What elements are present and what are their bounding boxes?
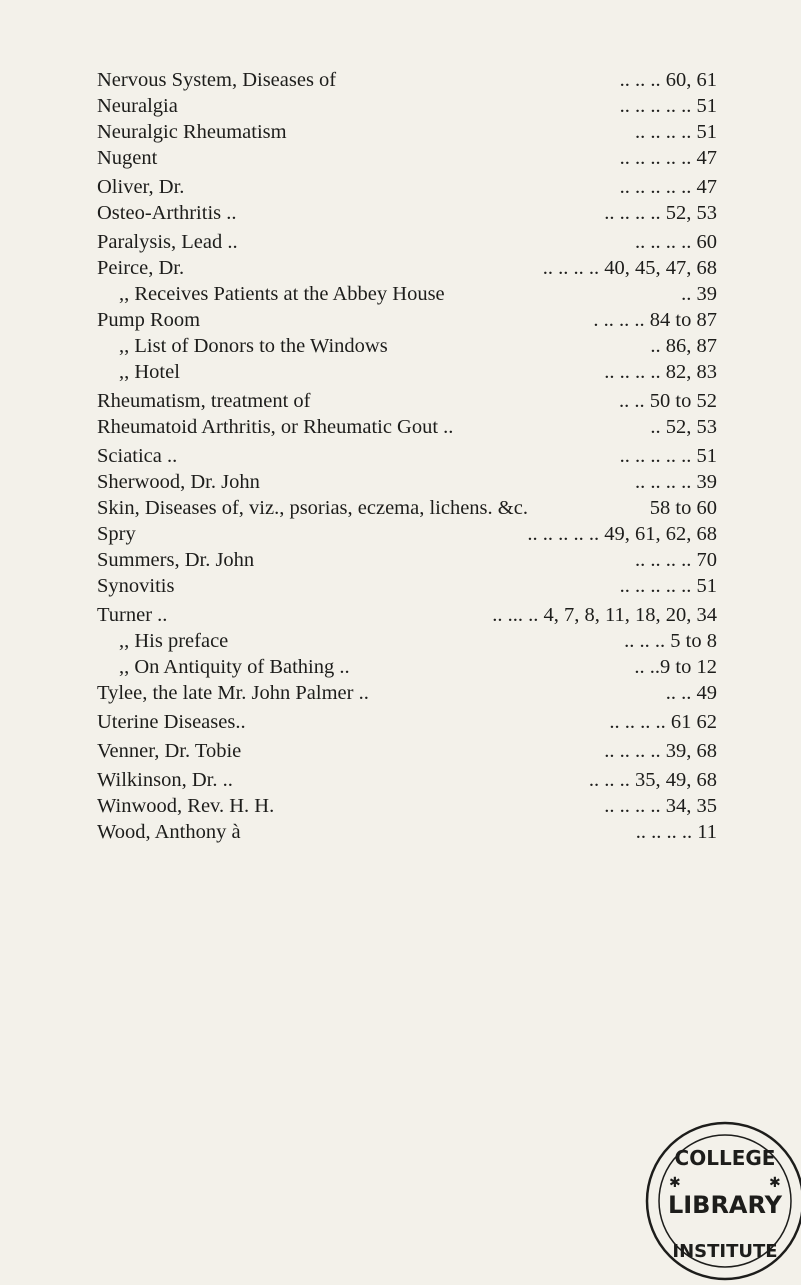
index-page-refs: .. .. 49 [665, 682, 717, 704]
index-entry [97, 93, 717, 119]
index-term: Wilkinson, Dr. .. [97, 769, 233, 791]
index-page-refs: .. .. .. .. 39, 68 [604, 740, 717, 762]
index-term: Turner .. [97, 604, 168, 626]
index-term: Rheumatoid Arthritis, or Rheumatic Gout .. [97, 416, 454, 438]
index-entry [97, 573, 717, 599]
index-page-refs: .. .. .. .. 11 [635, 821, 717, 843]
index-term: ,, His preface [119, 630, 229, 652]
index-entry [97, 388, 717, 414]
index-page-refs: .. .. .. .. 51 [635, 121, 717, 143]
star-icon [769, 1176, 781, 1191]
index-entry [97, 333, 717, 359]
index-entry [97, 145, 717, 171]
index-term: Neuralgic Rheumatism [97, 121, 287, 143]
index-entry [97, 521, 717, 547]
index-page-refs: .. .. .. .. .. 51 [619, 445, 717, 467]
index-page-refs: .. .. .. .. 52, 53 [604, 202, 717, 224]
index-term: Winwood, Rev. H. H. [97, 795, 275, 817]
index-term: Sciatica .. [97, 445, 178, 467]
index-entry [97, 469, 717, 495]
index-entry [97, 255, 717, 281]
index-page-refs: .. 86, 87 [650, 335, 717, 357]
index-entry [97, 654, 717, 680]
index-term: Nugent [97, 147, 158, 169]
index-term: Sherwood, Dr. John [97, 471, 260, 493]
index-entry [97, 443, 717, 469]
index-page-refs: .. .. .. .. .. 51 [619, 575, 717, 597]
index-entry [97, 119, 717, 145]
index-entry [97, 793, 717, 819]
index-term: Tylee, the late Mr. John Palmer .. [97, 682, 369, 704]
index-term: Oliver, Dr. [97, 176, 185, 198]
index-entry [97, 602, 717, 628]
star-icon [669, 1176, 681, 1191]
index-page-refs: .. .. .. 60, 61 [619, 69, 717, 91]
index-term: Venner, Dr. Tobie [97, 740, 242, 762]
index-entry [97, 495, 717, 521]
index-term: ,, Receives Patients at the Abbey House [119, 283, 445, 305]
index-term: Paralysis, Lead .. [97, 231, 238, 253]
index-entry [97, 67, 717, 93]
index-term: ,, List of Donors to the Windows [119, 335, 388, 357]
index-term: Pump Room [97, 309, 201, 331]
index-term: Skin, Diseases of, viz., psorias, eczema, lichens. &c. [97, 497, 528, 519]
index-entry [97, 767, 717, 793]
index-page-refs: .. .. .. .. 70 [635, 549, 717, 571]
index-entry [97, 414, 717, 440]
index-term: Spry [97, 523, 136, 545]
index-term: Summers, Dr. John [97, 549, 255, 571]
index-entry [97, 628, 717, 654]
index-page-refs: .. .. .. 5 to 8 [624, 630, 717, 652]
index-term: Uterine Diseases.. [97, 711, 246, 733]
index-term: ,, Hotel [119, 361, 180, 383]
index-entry [97, 709, 717, 735]
index-page-refs: .. .. .. .. 60 [635, 231, 717, 253]
index-term: Neuralgia [97, 95, 178, 117]
index-page-refs: .. .. .. .. 82, 83 [604, 361, 717, 383]
index-entry [97, 229, 717, 255]
index-page-refs: .. .. .. .. 40, 45, 47, 68 [542, 257, 717, 279]
index-entry [97, 359, 717, 385]
index-page-refs: .. .. .. .. .. 49, 61, 62, 68 [527, 523, 717, 545]
index-page-refs: .. .. .. .. .. 47 [619, 147, 717, 169]
index-entry [97, 819, 717, 845]
index-term: Osteo-Arthritis .. [97, 202, 237, 224]
index-term: ,, On Antiquity of Bathing .. [119, 656, 350, 678]
index-term: Wood, Anthony à [97, 821, 241, 843]
svg-text:✱: ✱ [669, 1176, 681, 1191]
index-page-refs: .. 39 [681, 283, 717, 305]
stamp-text-top: COLLEGE [674, 1146, 776, 1170]
index-page-refs: .. .. .. .. 39 [635, 471, 717, 493]
index-page-refs: .. ... .. 4, 7, 8, 11, 18, 20, 34 [492, 604, 717, 626]
index-page-refs: .. .. .. .. 61 62 [609, 711, 717, 733]
stamp-text-middle: LIBRARY [667, 1191, 783, 1219]
index-entry [97, 200, 717, 226]
index-entry [97, 738, 717, 764]
index-page-refs: .. ..9 to 12 [634, 656, 717, 678]
index-page-refs: .. .. .. .. .. 47 [619, 176, 717, 198]
index-term: Nervous System, Diseases of [97, 69, 337, 91]
index-page-refs: .. .. 50 to 52 [619, 390, 717, 412]
index-entry [97, 307, 717, 333]
index-entry [97, 680, 717, 706]
index-term: Peirce, Dr. [97, 257, 185, 279]
index-term: Synovitis [97, 575, 175, 597]
index-page-refs: .. .. .. .. .. 51 [619, 95, 717, 117]
index-page-refs: .. 52, 53 [650, 416, 717, 438]
index-page-refs: .. .. .. 35, 49, 68 [588, 769, 717, 791]
svg-text:✱: ✱ [769, 1176, 781, 1191]
stamp-text-bottom: INSTITUTE [672, 1241, 778, 1262]
index-page-refs: 58 to 60 [649, 497, 717, 519]
index-page-refs: .. .. .. .. 34, 35 [604, 795, 717, 817]
index-entry [97, 281, 717, 307]
index-entry [97, 174, 717, 200]
index-page-refs: . .. .. .. 84 to 87 [593, 309, 717, 331]
index-entry [97, 547, 717, 573]
index-term: Rheumatism, treatment of [97, 390, 311, 412]
library-stamp [641, 1117, 801, 1285]
